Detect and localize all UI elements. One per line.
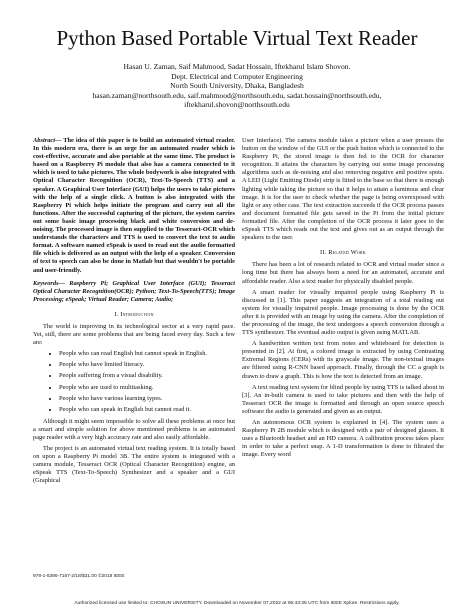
list-item: • People suffering from a visual disability. [59,372,235,380]
abstract-text: The idea of this paper is to build an automated virtual reader. In this modern era, there is an urge for an automated reader which is cost-effective, accurate and also portable at the same time. The product is based on a Raspberry Pi module that also has a camera connected to it which is used to take pictures. The whole bodywork is also integrated with Optical Character Recognition (OCR), Text-To-Speech (TTS) and a speaker. A Graphical User Interface (GUI) helps the users to take pictures with the help of a single click. A button is also integrated with the Raspberry Pi which helps initiate the program and carry out all the functions. After the successful capturing of the picture, the system carries out some basic image processing black and white conversion and de-noising. The processed image is then supplied to the Tesseract-OCR which understands the characters and TTS is used to convert the text to audio format. A software named eSpeak is used to read out the audio formatted file which is delivered as an output with the help of a speaker. Conversion of text to speech can also be done in Matlab but that wouldn't be portable and user-friendly. [33,137,235,274]
list-item: • People who are used to multitasking. [59,384,235,392]
section-heading-related-work: II. Related Work [320,249,366,257]
related-work-paragraph: There has been a lot of research related to OCR and virtual reader since a long time but there has always been a need for an automated, accurate and affordable reader. Also a text reader for physically disabled people. [242,261,444,285]
author-names: Hasan U. Zaman, Saif Mahmood, Sadat Hossain, Iftekharul Islam Shovon. [123,62,351,71]
list-item: • People who have limited literacy. [59,361,235,369]
department: Dept. Electrical and Computer Engineering [171,71,303,81]
related-work-paragraph: A handwritten written text from notes and whiteboard for detection is presented in [2]. At first, a colored image is extracted by using Contrasting Extremal Regions (CERs) with its grayscale image. The non-textual images are filtered using R-CNN based approach. Finally, through the CC a graph is drawn to draw a graph. This is how the text is detected from an image. [242,340,444,380]
author-emails: hasan.zaman@northsouth.edu, saif.mahmood@northsouth.edu, sadat.hossain@northsouth.edu, [92,90,382,100]
paper-title: Python Based Portable Virtual Text Reader [56,26,418,50]
intro-continued-paragraph: User Interface). The camera module takes a picture when a user presses the button on the window of the GUI or the push button which is connected to the Raspberry Pi, the stored image is then fed to the OCR for character recognition. It attains the characters by carrying out some image processing algorithms such as de-noising and also removing negative and positive spots. A LED (Light Emitting Diode) strip is fitted to the base so that there is enough lighting while taking the picture so that it helps to attain a luminous and clear image. It is for the user to check whether the page is being overexposed with light or any other case. The text extraction succeeds if the OCR process passes and document formatted file gets saved in the Pi from the initial picture formatted file. After the completion of the OCR process it later goes to the eSpeak TTS which reads out the text and gives out as an output through the speakers to the user. [242,137,444,242]
list-item: • People who can speak in English but cannot read it. [59,406,235,414]
related-work-paragraph: A text reading text system for blind people by using TTS is talked about in [3]. An in-built camera is used to take pictures and then with the help of Tesseract OCR the image is formatted and through an open source speech software the audio is generated and given as an output. [242,383,444,415]
author-emails-cont: iftekharul.shovon@northsouth.edu [184,100,290,110]
left-column [33,137,235,489]
right-column [242,137,444,462]
license-notice: Authorized licensed use limited to: CHOSUN UNIVERSITY. Downloaded on November 07,2022 at 06:43:35 UTC from IEEE Xplore. Restrictions apply. [74,601,400,606]
intro-paragraph: The project is an automated virtual text reading system. It is totally based on upon a Raspberry Pi model 3B. The entire system is integrated with a camera module, Tesseract OCR (Optical Character Recognition) engine, an eSpeak TTS (Text-To-Speech) Synthesizer and a speaker and a GUI (Graphical [33,445,235,485]
list-item: • People who have various learning types. [59,395,235,403]
author-block [0,62,474,110]
related-work-paragraph: A smart reader for visually impaired people using Raspberry Pi is discussed in [1]. This paper suggests an integration of a total reading out system for visually impaired people. Image processing is done by the OCR after it is provided with an image by using the camera. After the completion of the processing of the image, the text undergoes a speech conversion through a TTS synthesizer. The eventual audio output is given using MATLAB. [242,288,444,337]
related-work-paragraph: An autonomous OCR system is explained in [4]. The system uses a Raspberry Pi 2B module which is designed with a pair of designed glasses. It uses a Bluetooth headset and an HD camera. A calibration process takes place in order to take a perfect snap. A 1-D transformation is done to filtrated the image. Every word [242,419,444,459]
copyright-footer: 978-1-5386-7167-2/18/$31.00 ©2018 IEEE [33,574,125,579]
problem-list [33,350,235,414]
intro-paragraph: The world is improving in its technological sector at a very rapid pace. Yet, still, there are some problems that are being faced every day. Such a few are: [33,322,235,347]
keywords: Keywords— Raspberry Pi; Graphical User Interface (GUI); Tesseract Optical Character Recognition(OCR); Python; Text-To-Speech(TTS); Image Processing; eSpeak; Virtual Reader; Camera; Audio; [33,279,235,303]
list-item: • People who can read English but cannot speak in English. [59,350,235,358]
university: North South University, Dhaka, Bangladesh [170,81,304,91]
abstract [33,137,235,275]
intro-paragraph: Although it might seem impossible to solve all these problems at once but a smart and simple solution for above mentioned problems is an automated page reader with a very high accuracy rate and also easily affordable. [33,417,235,441]
section-heading-introduction: I. Introduction [114,310,154,318]
abstract-lead: Abstract— [33,137,62,144]
